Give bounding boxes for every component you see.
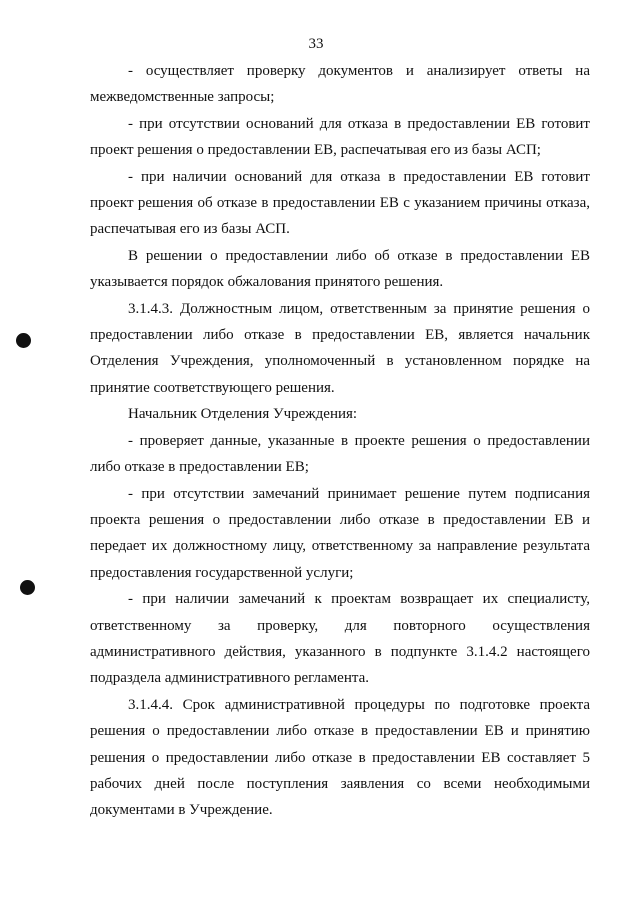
punch-hole-bottom bbox=[20, 580, 35, 595]
paragraph-6: Начальник Отделения Учреждения: bbox=[128, 406, 358, 423]
punch-hole-top bbox=[16, 333, 31, 348]
paragraph-5: 3.1.4.3. Должностным лицом, ответственным за принятие решения о предоставлении либо отказе в предоставлении ЕВ, является начальник Отделения Учреждения, уполномоченный в установленном порядке на принятие соответствующего решения. bbox=[90, 300, 590, 396]
paragraph-2: - при отсутствии оснований для отказа в предоставлении ЕВ готовит проект решения о предоставлении ЕВ, распечатывая его из базы АСП; bbox=[90, 115, 590, 159]
body-text bbox=[90, 58, 590, 824]
paragraph-8: - при отсутствии замечаний принимает решение путем подписания проекта решения о предоставлении либо отказе в предоставлении ЕВ и передает их должностному лицу, ответственному за направление результата предоставления государственной услуги; bbox=[90, 485, 590, 581]
paragraph-7: - проверяет данные, указанные в проекте решения о предоставлении либо отказе в предоставлении ЕВ; bbox=[90, 432, 590, 476]
paragraph-3: - при наличии оснований для отказа в предоставлении ЕВ готовит проект решения об отказе в предоставлении ЕВ с указанием причины отказа, распечатывая его из базы АСП. bbox=[90, 168, 590, 238]
paragraph-9: - при наличии замечаний к проектам возвращает их специалисту, ответственному за проверку, для повторного осуществления административного действия, указанного в подпункте 3.1.4.2 настоящего подраздела административного регламента. bbox=[90, 591, 590, 687]
paragraph-10: 3.1.4.4. Срок административной процедуры по подготовке проекта решения о предоставлении либо отказе в предоставлении ЕВ и принятию решения о предоставлении либо отказе в предоставлении ЕВ составляет 5 рабочих дней после поступления заявления со всеми необходимыми документами в Учреждение. bbox=[90, 696, 590, 819]
paragraph-1: - осуществляет проверку документов и анализирует ответы на межведомственные запросы; bbox=[90, 63, 590, 106]
page-number: 33 bbox=[308, 36, 324, 52]
paragraph-4: В решении о предоставлении либо об отказе в предоставлении ЕВ указывается порядок обжалования принятого решения. bbox=[90, 247, 590, 291]
